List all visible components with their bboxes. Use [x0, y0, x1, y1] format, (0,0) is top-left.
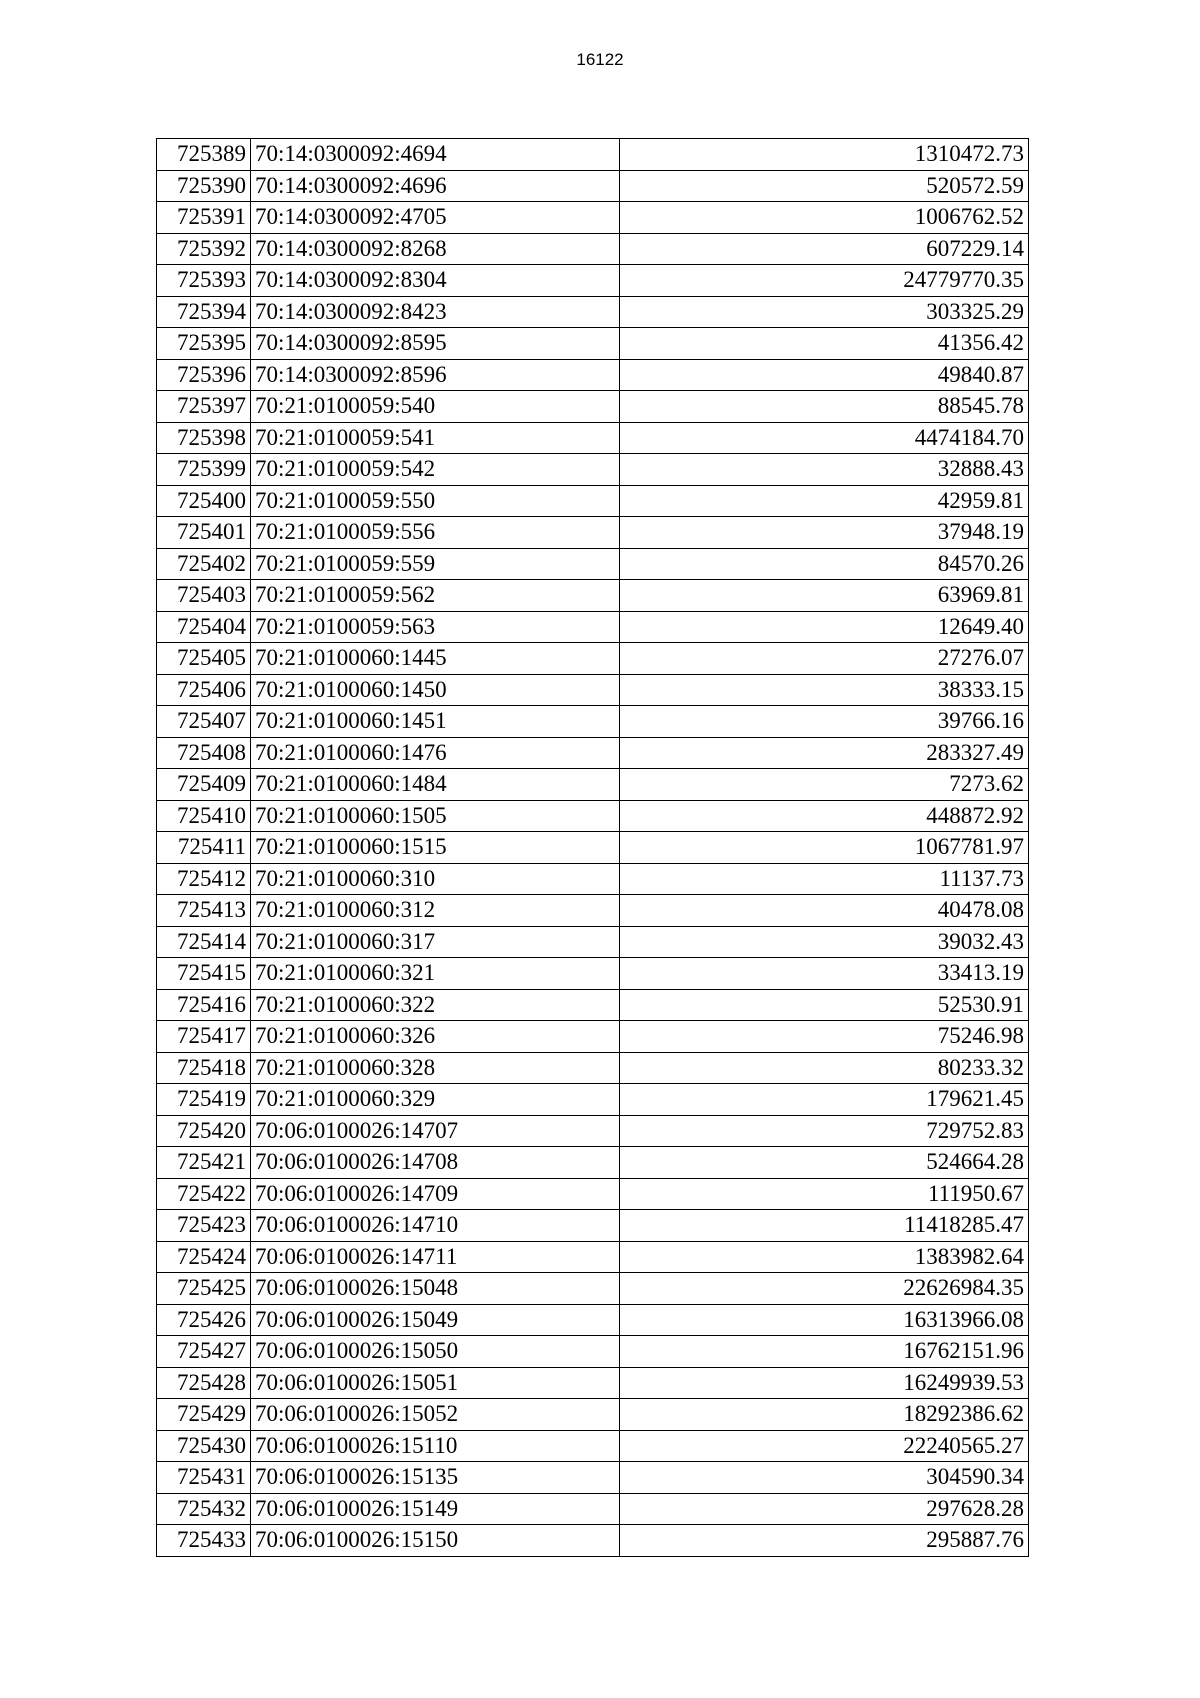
- row-number-cell: 725401: [157, 517, 251, 549]
- cadastral-value-cell: 729752.83: [620, 1115, 1029, 1147]
- cadastral-value-cell: 18292386.62: [620, 1399, 1029, 1431]
- cadastral-number-cell: 70:06:0100026:15150: [251, 1525, 620, 1557]
- cadastral-value-cell: 41356.42: [620, 328, 1029, 360]
- cadastral-value-cell: 448872.92: [620, 800, 1029, 832]
- cadastral-number-cell: 70:21:0100060:1505: [251, 800, 620, 832]
- row-number-cell: 725407: [157, 706, 251, 738]
- cadastral-value-cell: 32888.43: [620, 454, 1029, 486]
- cadastral-value-cell: 1383982.64: [620, 1241, 1029, 1273]
- cadastral-value-cell: 7273.62: [620, 769, 1029, 801]
- table-row: [157, 1115, 1029, 1147]
- cadastral-number-cell: 70:14:0300092:8304: [251, 265, 620, 297]
- row-number-cell: 725404: [157, 611, 251, 643]
- row-number-cell: 725394: [157, 296, 251, 328]
- cadastral-number-cell: 70:21:0100059:559: [251, 548, 620, 580]
- cadastral-number-cell: 70:06:0100026:14707: [251, 1115, 620, 1147]
- row-number-cell: 725415: [157, 958, 251, 990]
- cadastral-value-cell: 179621.45: [620, 1084, 1029, 1116]
- row-number-cell: 725433: [157, 1525, 251, 1557]
- table-row: [157, 989, 1029, 1021]
- cadastral-value-cell: 111950.67: [620, 1178, 1029, 1210]
- table-row: [157, 548, 1029, 580]
- cadastral-number-cell: 70:21:0100059:541: [251, 422, 620, 454]
- cadastral-number-cell: 70:14:0300092:4705: [251, 202, 620, 234]
- cadastral-value-cell: 1067781.97: [620, 832, 1029, 864]
- row-number-cell: 725402: [157, 548, 251, 580]
- cadastral-number-cell: 70:06:0100026:14708: [251, 1147, 620, 1179]
- cadastral-number-cell: 70:06:0100026:15051: [251, 1367, 620, 1399]
- row-number-cell: 725413: [157, 895, 251, 927]
- row-number-cell: 725409: [157, 769, 251, 801]
- cadastral-number-cell: 70:06:0100026:15135: [251, 1462, 620, 1494]
- cadastral-value-cell: 295887.76: [620, 1525, 1029, 1557]
- cadastral-value-cell: 303325.29: [620, 296, 1029, 328]
- cadastral-number-cell: 70:21:0100059:562: [251, 580, 620, 612]
- row-number-cell: 725416: [157, 989, 251, 1021]
- row-number-cell: 725421: [157, 1147, 251, 1179]
- table-row: [157, 1147, 1029, 1179]
- table-row: [157, 674, 1029, 706]
- table-row: [157, 233, 1029, 265]
- table-row: [157, 926, 1029, 958]
- cadastral-number-cell: 70:21:0100060:1476: [251, 737, 620, 769]
- table-row: [157, 1178, 1029, 1210]
- row-number-cell: 725410: [157, 800, 251, 832]
- cadastral-number-cell: 70:14:0300092:8595: [251, 328, 620, 360]
- table-body: [157, 139, 1029, 1557]
- row-number-cell: 725417: [157, 1021, 251, 1053]
- cadastral-value-cell: 22240565.27: [620, 1430, 1029, 1462]
- table-row: [157, 328, 1029, 360]
- cadastral-value-cell: 33413.19: [620, 958, 1029, 990]
- cadastral-number-cell: 70:14:0300092:8423: [251, 296, 620, 328]
- row-number-cell: 725396: [157, 359, 251, 391]
- cadastral-number-cell: 70:06:0100026:15049: [251, 1304, 620, 1336]
- cadastral-number-cell: 70:21:0100059:540: [251, 391, 620, 423]
- table-row: [157, 643, 1029, 675]
- cadastral-value-cell: 52530.91: [620, 989, 1029, 1021]
- cadastral-number-cell: 70:14:0300092:8596: [251, 359, 620, 391]
- cadastral-number-cell: 70:14:0300092:4696: [251, 170, 620, 202]
- table-row: [157, 1462, 1029, 1494]
- cadastral-number-cell: 70:21:0100060:1445: [251, 643, 620, 675]
- row-number-cell: 725390: [157, 170, 251, 202]
- table-row: [157, 296, 1029, 328]
- cadastral-number-cell: 70:21:0100060:328: [251, 1052, 620, 1084]
- row-number-cell: 725411: [157, 832, 251, 864]
- cadastral-value-cell: 16313966.08: [620, 1304, 1029, 1336]
- table-row: [157, 1210, 1029, 1242]
- cadastral-value-cell: 49840.87: [620, 359, 1029, 391]
- cadastral-value-table: [156, 138, 1029, 1557]
- cadastral-value-cell: 75246.98: [620, 1021, 1029, 1053]
- table-row: [157, 139, 1029, 171]
- cadastral-value-cell: 80233.32: [620, 1052, 1029, 1084]
- cadastral-value-cell: 88545.78: [620, 391, 1029, 423]
- cadastral-value-cell: 297628.28: [620, 1493, 1029, 1525]
- row-number-cell: 725427: [157, 1336, 251, 1368]
- table-row: [157, 1367, 1029, 1399]
- row-number-cell: 725412: [157, 863, 251, 895]
- row-number-cell: 725425: [157, 1273, 251, 1305]
- cadastral-value-cell: 63969.81: [620, 580, 1029, 612]
- cadastral-number-cell: 70:21:0100059:542: [251, 454, 620, 486]
- row-number-cell: 725406: [157, 674, 251, 706]
- row-number-cell: 725405: [157, 643, 251, 675]
- row-number-cell: 725391: [157, 202, 251, 234]
- row-number-cell: 725389: [157, 139, 251, 171]
- table-row: [157, 737, 1029, 769]
- table-row: [157, 170, 1029, 202]
- cadastral-number-cell: 70:06:0100026:15149: [251, 1493, 620, 1525]
- row-number-cell: 725393: [157, 265, 251, 297]
- cadastral-number-cell: 70:21:0100060:317: [251, 926, 620, 958]
- cadastral-number-cell: 70:06:0100026:14709: [251, 1178, 620, 1210]
- table-row: [157, 611, 1029, 643]
- cadastral-value-cell: 39032.43: [620, 926, 1029, 958]
- row-number-cell: 725429: [157, 1399, 251, 1431]
- cadastral-number-cell: 70:21:0100060:1450: [251, 674, 620, 706]
- cadastral-value-cell: 4474184.70: [620, 422, 1029, 454]
- cadastral-number-cell: 70:21:0100060:310: [251, 863, 620, 895]
- cadastral-number-cell: 70:06:0100026:14711: [251, 1241, 620, 1273]
- table-row: [157, 863, 1029, 895]
- cadastral-number-cell: 70:21:0100059:556: [251, 517, 620, 549]
- row-number-cell: 725414: [157, 926, 251, 958]
- cadastral-value-cell: 22626984.35: [620, 1273, 1029, 1305]
- cadastral-number-cell: 70:06:0100026:15048: [251, 1273, 620, 1305]
- cadastral-value-cell: 11137.73: [620, 863, 1029, 895]
- table-row: [157, 1336, 1029, 1368]
- row-number-cell: 725420: [157, 1115, 251, 1147]
- table-row: [157, 485, 1029, 517]
- page-number: 16122: [576, 50, 624, 69]
- table-row: [157, 832, 1029, 864]
- table-row: [157, 391, 1029, 423]
- table-row: [157, 580, 1029, 612]
- cadastral-number-cell: 70:21:0100060:1484: [251, 769, 620, 801]
- table-row: [157, 958, 1029, 990]
- row-number-cell: 725419: [157, 1084, 251, 1116]
- table-row: [157, 454, 1029, 486]
- table-row: [157, 800, 1029, 832]
- table-row: [157, 895, 1029, 927]
- cadastral-number-cell: 70:21:0100060:326: [251, 1021, 620, 1053]
- cadastral-number-cell: 70:06:0100026:15110: [251, 1430, 620, 1462]
- table-row: [157, 769, 1029, 801]
- table-row: [157, 1493, 1029, 1525]
- cadastral-value-cell: 39766.16: [620, 706, 1029, 738]
- cadastral-value-cell: 37948.19: [620, 517, 1029, 549]
- row-number-cell: 725428: [157, 1367, 251, 1399]
- row-number-cell: 725395: [157, 328, 251, 360]
- cadastral-number-cell: 70:21:0100060:1451: [251, 706, 620, 738]
- table-row: [157, 1021, 1029, 1053]
- cadastral-number-cell: 70:21:0100059:563: [251, 611, 620, 643]
- row-number-cell: 725430: [157, 1430, 251, 1462]
- cadastral-number-cell: 70:14:0300092:4694: [251, 139, 620, 171]
- cadastral-value-cell: 38333.15: [620, 674, 1029, 706]
- table-row: [157, 1430, 1029, 1462]
- table-row: [157, 359, 1029, 391]
- cadastral-value-cell: 283327.49: [620, 737, 1029, 769]
- table-row: [157, 1525, 1029, 1557]
- row-number-cell: 725424: [157, 1241, 251, 1273]
- cadastral-value-cell: 1006762.52: [620, 202, 1029, 234]
- row-number-cell: 725397: [157, 391, 251, 423]
- cadastral-number-cell: 70:06:0100026:14710: [251, 1210, 620, 1242]
- row-number-cell: 725408: [157, 737, 251, 769]
- cadastral-value-cell: 16249939.53: [620, 1367, 1029, 1399]
- row-number-cell: 725392: [157, 233, 251, 265]
- cadastral-number-cell: 70:21:0100060:312: [251, 895, 620, 927]
- cadastral-number-cell: 70:21:0100060:329: [251, 1084, 620, 1116]
- row-number-cell: 725423: [157, 1210, 251, 1242]
- row-number-cell: 725400: [157, 485, 251, 517]
- table-row: [157, 1241, 1029, 1273]
- cadastral-number-cell: 70:21:0100060:322: [251, 989, 620, 1021]
- table-row: [157, 202, 1029, 234]
- cadastral-number-cell: 70:21:0100060:1515: [251, 832, 620, 864]
- row-number-cell: 725431: [157, 1462, 251, 1494]
- row-number-cell: 725398: [157, 422, 251, 454]
- cadastral-value-cell: 524664.28: [620, 1147, 1029, 1179]
- table-row: [157, 1399, 1029, 1431]
- row-number-cell: 725399: [157, 454, 251, 486]
- cadastral-value-cell: 84570.26: [620, 548, 1029, 580]
- row-number-cell: 725418: [157, 1052, 251, 1084]
- table-row: [157, 1304, 1029, 1336]
- cadastral-value-cell: 304590.34: [620, 1462, 1029, 1494]
- cadastral-value-cell: 27276.07: [620, 643, 1029, 675]
- cadastral-value-cell: 12649.40: [620, 611, 1029, 643]
- cadastral-number-cell: 70:14:0300092:8268: [251, 233, 620, 265]
- cadastral-value-cell: 16762151.96: [620, 1336, 1029, 1368]
- table-row: [157, 517, 1029, 549]
- cadastral-value-cell: 42959.81: [620, 485, 1029, 517]
- table-row: [157, 265, 1029, 297]
- cadastral-value-cell: 1310472.73: [620, 139, 1029, 171]
- table-row: [157, 1273, 1029, 1305]
- cadastral-value-cell: 11418285.47: [620, 1210, 1029, 1242]
- cadastral-number-cell: 70:21:0100059:550: [251, 485, 620, 517]
- row-number-cell: 725426: [157, 1304, 251, 1336]
- row-number-cell: 725422: [157, 1178, 251, 1210]
- cadastral-number-cell: 70:21:0100060:321: [251, 958, 620, 990]
- table-row: [157, 422, 1029, 454]
- cadastral-value-cell: 607229.14: [620, 233, 1029, 265]
- cadastral-number-cell: 70:06:0100026:15050: [251, 1336, 620, 1368]
- cadastral-value-cell: 24779770.35: [620, 265, 1029, 297]
- cadastral-number-cell: 70:06:0100026:15052: [251, 1399, 620, 1431]
- cadastral-value-cell: 40478.08: [620, 895, 1029, 927]
- table-row: [157, 706, 1029, 738]
- cadastral-value-cell: 520572.59: [620, 170, 1029, 202]
- row-number-cell: 725432: [157, 1493, 251, 1525]
- table-row: [157, 1052, 1029, 1084]
- table-row: [157, 1084, 1029, 1116]
- row-number-cell: 725403: [157, 580, 251, 612]
